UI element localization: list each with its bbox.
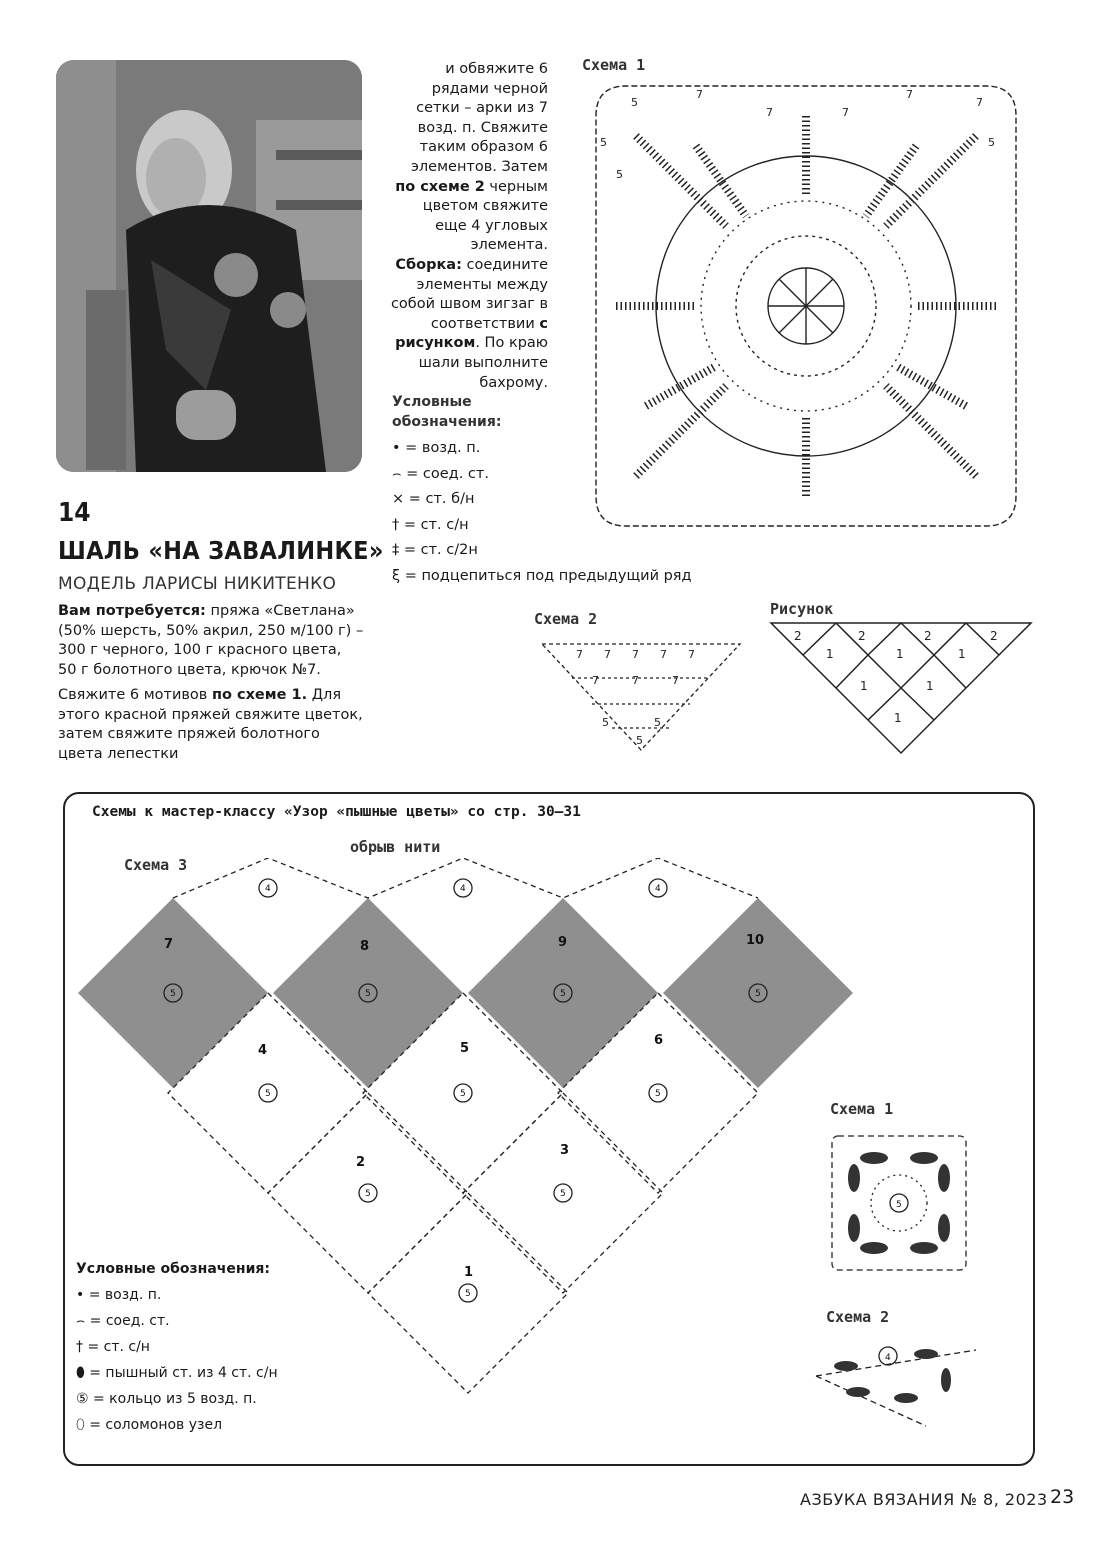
- drawing-cell: 1: [958, 647, 966, 661]
- scheme2-arc-label: 5: [636, 734, 643, 747]
- panel-legend-item: ⑤ = кольцо из 5 возд. п.: [76, 1391, 257, 1407]
- drawing-cell: 2: [924, 629, 932, 643]
- instructions-text: Свяжите 6 мотивов: [58, 687, 212, 703]
- scheme1-arc-label: 5: [616, 168, 623, 181]
- motif-number: 10: [746, 933, 765, 948]
- motif-number: 1: [464, 1265, 474, 1280]
- pattern-body: [58, 602, 364, 770]
- legend-title-line: обозначения:: [392, 414, 502, 430]
- half-ring-label: 4: [885, 1353, 891, 1363]
- panel-legend-item: ⌢ = соед. ст.: [76, 1313, 170, 1329]
- legend-item: ξ = подцепиться под предыдущий ряд: [392, 567, 692, 584]
- scheme2-arc-label: 5: [654, 716, 661, 729]
- motif-number: 7: [164, 937, 174, 952]
- motif-number: 2: [356, 1155, 366, 1170]
- ring-label: 5: [460, 1089, 466, 1099]
- drawing-cell: 1: [926, 679, 934, 693]
- scheme-2-label: Схема 2: [534, 610, 598, 628]
- scheme-1-diagram: [576, 76, 1038, 536]
- drawing-cell: 1: [894, 711, 902, 725]
- scheme1-arc-label: 7: [842, 106, 849, 119]
- panel-scheme-1-label: Схема 1: [830, 1100, 894, 1118]
- scheme2-arc-label: 7: [660, 648, 667, 661]
- legend-title-line: Условные: [392, 394, 472, 410]
- scheme-1-label: Схема 1: [582, 56, 646, 74]
- legend-item: † = ст. с/н: [392, 516, 469, 533]
- instructions-continued: [388, 60, 548, 393]
- ring-label: 5: [170, 989, 176, 999]
- drawing-cell: 1: [896, 647, 904, 661]
- instructions-text: Для этого красной пряжей свяжите цветок, затем свяжите пряжей болотного цвета лепестки: [58, 687, 363, 762]
- scheme1-arc-label: 7: [696, 88, 703, 101]
- panel-legend-title: Условные обозначения:: [76, 1261, 270, 1277]
- ring-label: 5: [365, 1189, 371, 1199]
- ring-label: 5: [896, 1200, 902, 1210]
- scheme2-arc-label: 5: [602, 716, 609, 729]
- drawing-cell: 1: [860, 679, 868, 693]
- materials-label: Вам потребуется:: [58, 603, 206, 619]
- drawing-label: Рисунок: [770, 600, 834, 618]
- scheme1-arc-label: 7: [766, 106, 773, 119]
- motif-number: 4: [258, 1043, 268, 1058]
- ring-label: 5: [365, 989, 371, 999]
- legend-item: × = ст. б/н: [392, 491, 475, 507]
- ring-label: 5: [560, 989, 566, 999]
- drawing-cell: 2: [858, 629, 866, 643]
- scheme1-arc-label: 5: [988, 136, 995, 149]
- magazine-footer: АЗБУКА ВЯЗАНИЯ № 8, 2023: [800, 1490, 1048, 1509]
- scheme-1-ref: по схеме 1.: [211, 687, 308, 703]
- panel-legend-item: ⬯ = соломонов узел: [76, 1417, 223, 1433]
- drawing-cell: 2: [990, 629, 998, 643]
- panel-scheme-2-label: Схема 2: [826, 1308, 890, 1326]
- scheme1-arc-label: 5: [600, 136, 607, 149]
- page-number: 23: [1050, 1486, 1075, 1508]
- scheme2-arc-label: 7: [632, 674, 639, 687]
- motif-number: 5: [460, 1041, 470, 1056]
- ring-label: 5: [560, 1189, 566, 1199]
- half-ring-label: 4: [265, 884, 271, 894]
- scheme2-arc-label: 7: [688, 648, 695, 661]
- ring-label: 5: [465, 1289, 471, 1299]
- thread-break-label: обрыв нити: [350, 838, 441, 856]
- scheme-2-diagram: [532, 632, 750, 758]
- panel-legend-item: ⬮ = пышный ст. из 4 ст. с/н: [76, 1365, 278, 1381]
- assembly-drawing: [768, 620, 1034, 758]
- motif-number: 3: [560, 1143, 570, 1158]
- half-ring-label: 4: [460, 884, 466, 894]
- assembly-text: . По краю шали выполните бахрому.: [418, 335, 548, 391]
- scheme-3-label: Схема 3: [124, 856, 188, 874]
- legend-item: • = возд. п.: [392, 440, 481, 456]
- scheme1-arc-label: 7: [906, 88, 913, 101]
- panel-legend: [76, 1256, 278, 1438]
- scheme-2-ref: по схеме 2: [395, 178, 485, 195]
- scheme2-arc-label: 7: [632, 648, 639, 661]
- shawl-model-photo: [56, 60, 362, 472]
- materials-text: пряжа «Светлана» (50% шерсть, 50% акрил, 250 м/100 г) – 300 г черного, 100 г красного цвета, 50 г болотного цвета, крючок №7.: [58, 603, 364, 678]
- instructions-text: черным цветом свяжите еще 4 угловых элемента.: [422, 178, 548, 254]
- scheme2-arc-label: 7: [592, 674, 599, 687]
- legend-title: [392, 392, 501, 432]
- woman-in-shawl-photo: [56, 60, 362, 472]
- scheme1-arc-label: 7: [976, 96, 983, 109]
- motif-number: 9: [558, 935, 568, 950]
- pattern-author: МОДЕЛЬ ЛАРИСЫ НИКИТЕНКО: [58, 574, 337, 594]
- legend-item: ⌢ = соед. ст.: [392, 465, 489, 482]
- panel-legend-item: • = возд. п.: [76, 1287, 162, 1303]
- panel-scheme-1-diagram: [826, 1130, 972, 1278]
- motif-number: 6: [654, 1033, 664, 1048]
- scheme2-arc-label: 7: [672, 674, 679, 687]
- panel-scheme-2-diagram: [806, 1336, 986, 1436]
- pattern-title: ШАЛЬ «НА ЗАВАЛИНКЕ»: [58, 536, 384, 565]
- scheme1-arc-label: 5: [631, 96, 638, 109]
- instructions-text: и обвяжите 6 рядами черной сетки – арки из 7 возд. п. Свяжите таким образом 6 элементов. Затем: [410, 61, 548, 175]
- ring-label: 5: [265, 1089, 271, 1099]
- drawing-cell: 2: [794, 629, 802, 643]
- pattern-number: 14: [58, 498, 91, 528]
- ring-label: 5: [755, 989, 761, 999]
- half-ring-label: 4: [655, 884, 661, 894]
- assembly-label: Сборка:: [395, 256, 462, 273]
- panel-title: Схемы к мастер-классу «Узор «пышные цветы» со стр. 30–31: [92, 804, 581, 820]
- motif-number: 8: [360, 939, 370, 954]
- drawing-ref: с рисунком: [395, 315, 548, 352]
- drawing-cell: 1: [826, 647, 834, 661]
- legend-item: ‡ = ст. с/2н: [392, 542, 478, 558]
- panel-legend-item: † = ст. с/н: [76, 1339, 150, 1355]
- assembly-text: соедините элементы между собой швом зигзаг в соответствии: [390, 256, 548, 332]
- scheme2-arc-label: 7: [604, 648, 611, 661]
- ring-label: 5: [655, 1089, 661, 1099]
- scheme2-arc-label: 7: [576, 648, 583, 661]
